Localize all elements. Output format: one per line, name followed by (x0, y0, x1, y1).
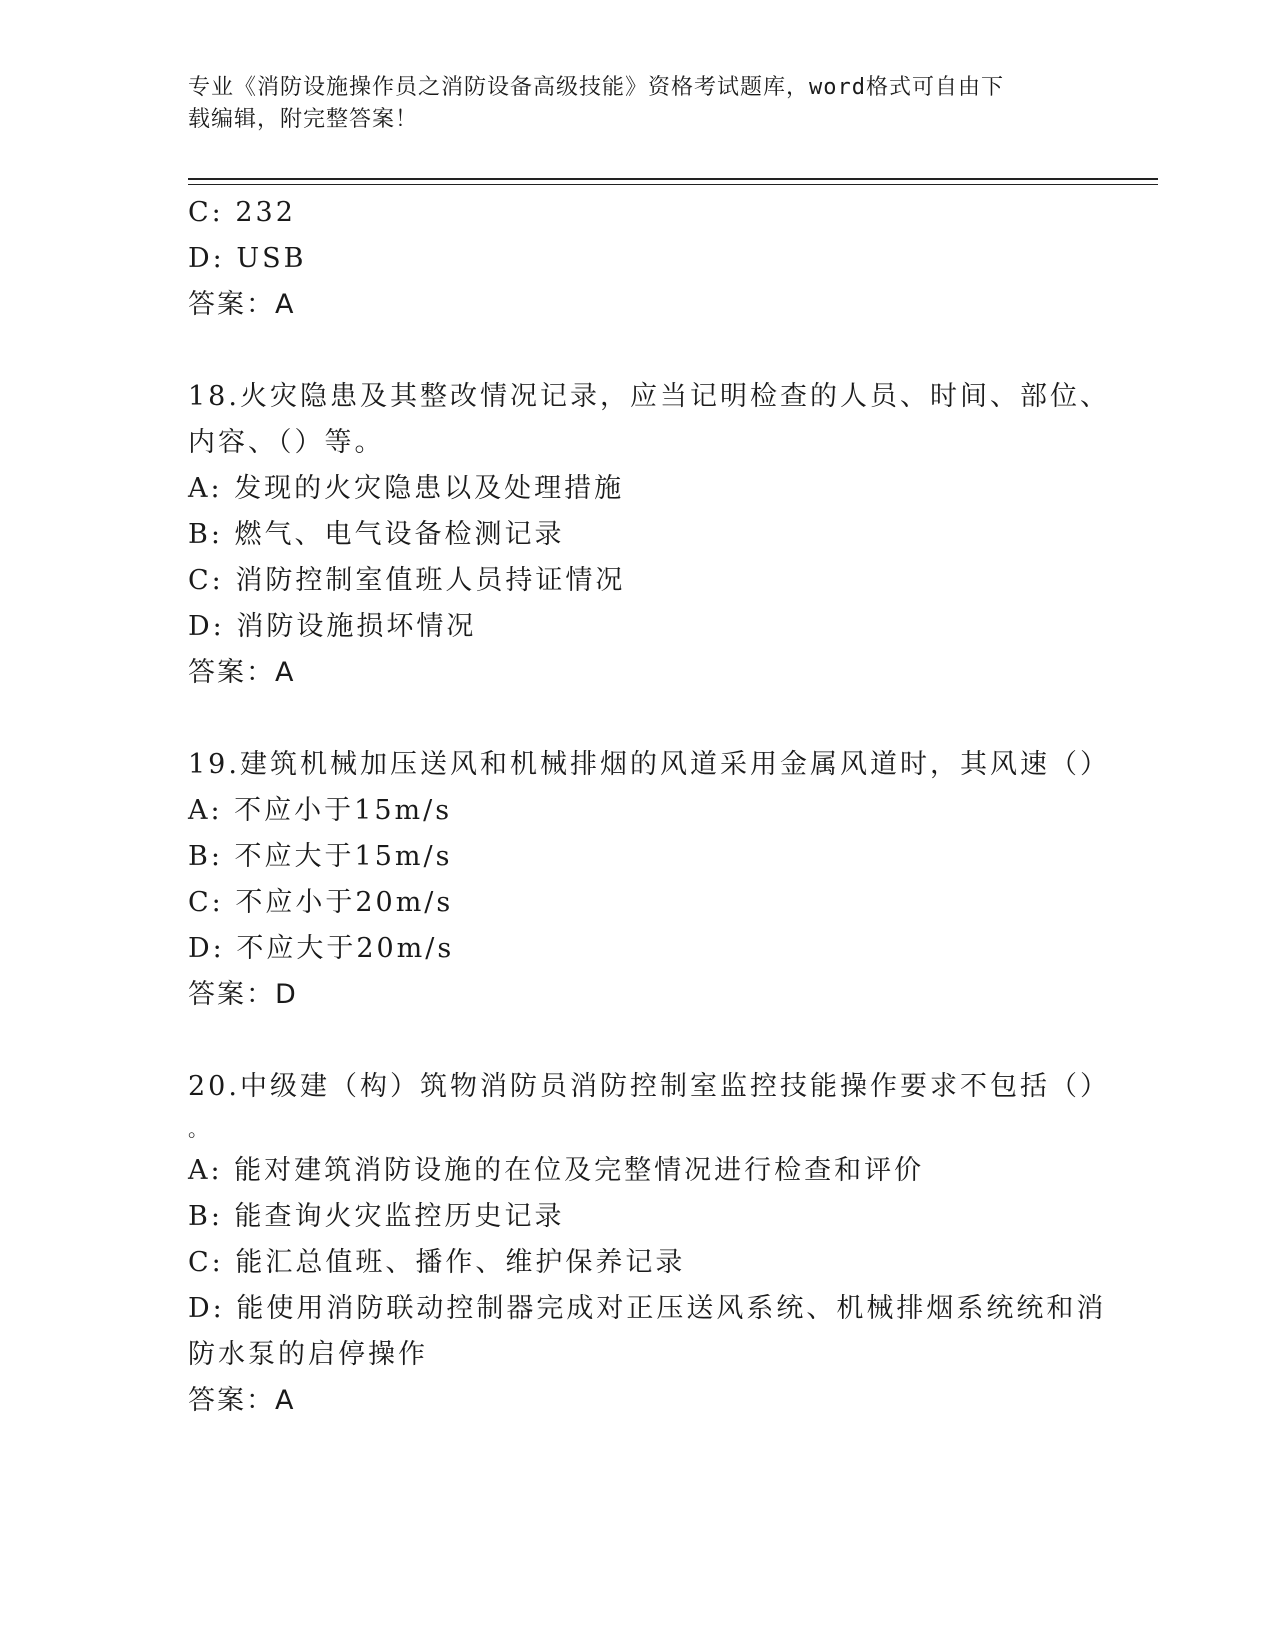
option-b: B: 不应大于15m/s (188, 841, 453, 872)
header-divider-thin (188, 184, 1158, 185)
header-divider-thick (188, 178, 1158, 180)
option-c: C: 能汇总值班、播作、维护保养记录 (188, 1247, 686, 1278)
option-a: A: 不应小于15m/s (188, 795, 453, 826)
question-stem: 18.火灾隐患及其整改情况记录，应当记明检查的人员、时间、部位、 (188, 381, 1110, 412)
question-block-17 (188, 190, 1088, 328)
option-c: C: 不应小于20m/s (188, 887, 454, 918)
spacer (188, 1018, 1088, 1064)
question-block-18 (188, 374, 1110, 696)
option-a: A: 发现的火灾隐患以及处理措施 (188, 473, 625, 504)
question-list (188, 190, 1110, 1424)
answer-label: 答案：A (188, 1385, 296, 1416)
spacer (188, 696, 1088, 742)
option-d: D: 能使用消防联动控制器完成对正压送风系统、机械排烟系统统和消 (188, 1293, 1107, 1324)
option-b: B: 燃气、电气设备检测记录 (188, 519, 565, 550)
option-d-continued: 防水泵的启停操作 (188, 1339, 428, 1370)
question-block-19 (188, 742, 1110, 1018)
spacer (188, 328, 1088, 374)
answer-label: 答案：A (188, 657, 296, 688)
question-stem: 20.中级建（构）筑物消防员消防控制室监控技能操作要求不包括（） (188, 1071, 1110, 1102)
header-line-2: 载编辑，附完整答案！ (188, 107, 419, 132)
option-a: A: 能对建筑消防设施的在位及完整情况进行检查和评价 (188, 1155, 925, 1186)
page-header (188, 72, 1068, 136)
option-b: B: 能查询火灾监控历史记录 (188, 1201, 565, 1232)
question-stem-continued: 内容、（）等。 (188, 427, 385, 458)
header-line-1: 专业《消防设施操作员之消防设备高级技能》资格考试题库，word格式可自由下 (188, 75, 1004, 100)
option-d: D: 不应大于20m/s (188, 933, 455, 964)
question-stem-continued: 。 (188, 1117, 211, 1141)
answer-label: 答案：A (188, 289, 296, 320)
option-d: D: 消防设施损坏情况 (188, 611, 477, 642)
question-stem: 19.建筑机械加压送风和机械排烟的风道采用金属风道时，其风速（） (188, 749, 1110, 780)
option-d: D: USB (188, 243, 307, 274)
question-block-20 (188, 1064, 1110, 1424)
answer-label: 答案：D (188, 979, 298, 1010)
option-c: C: 232 (188, 197, 296, 228)
option-c: C: 消防控制室值班人员持证情况 (188, 565, 626, 596)
